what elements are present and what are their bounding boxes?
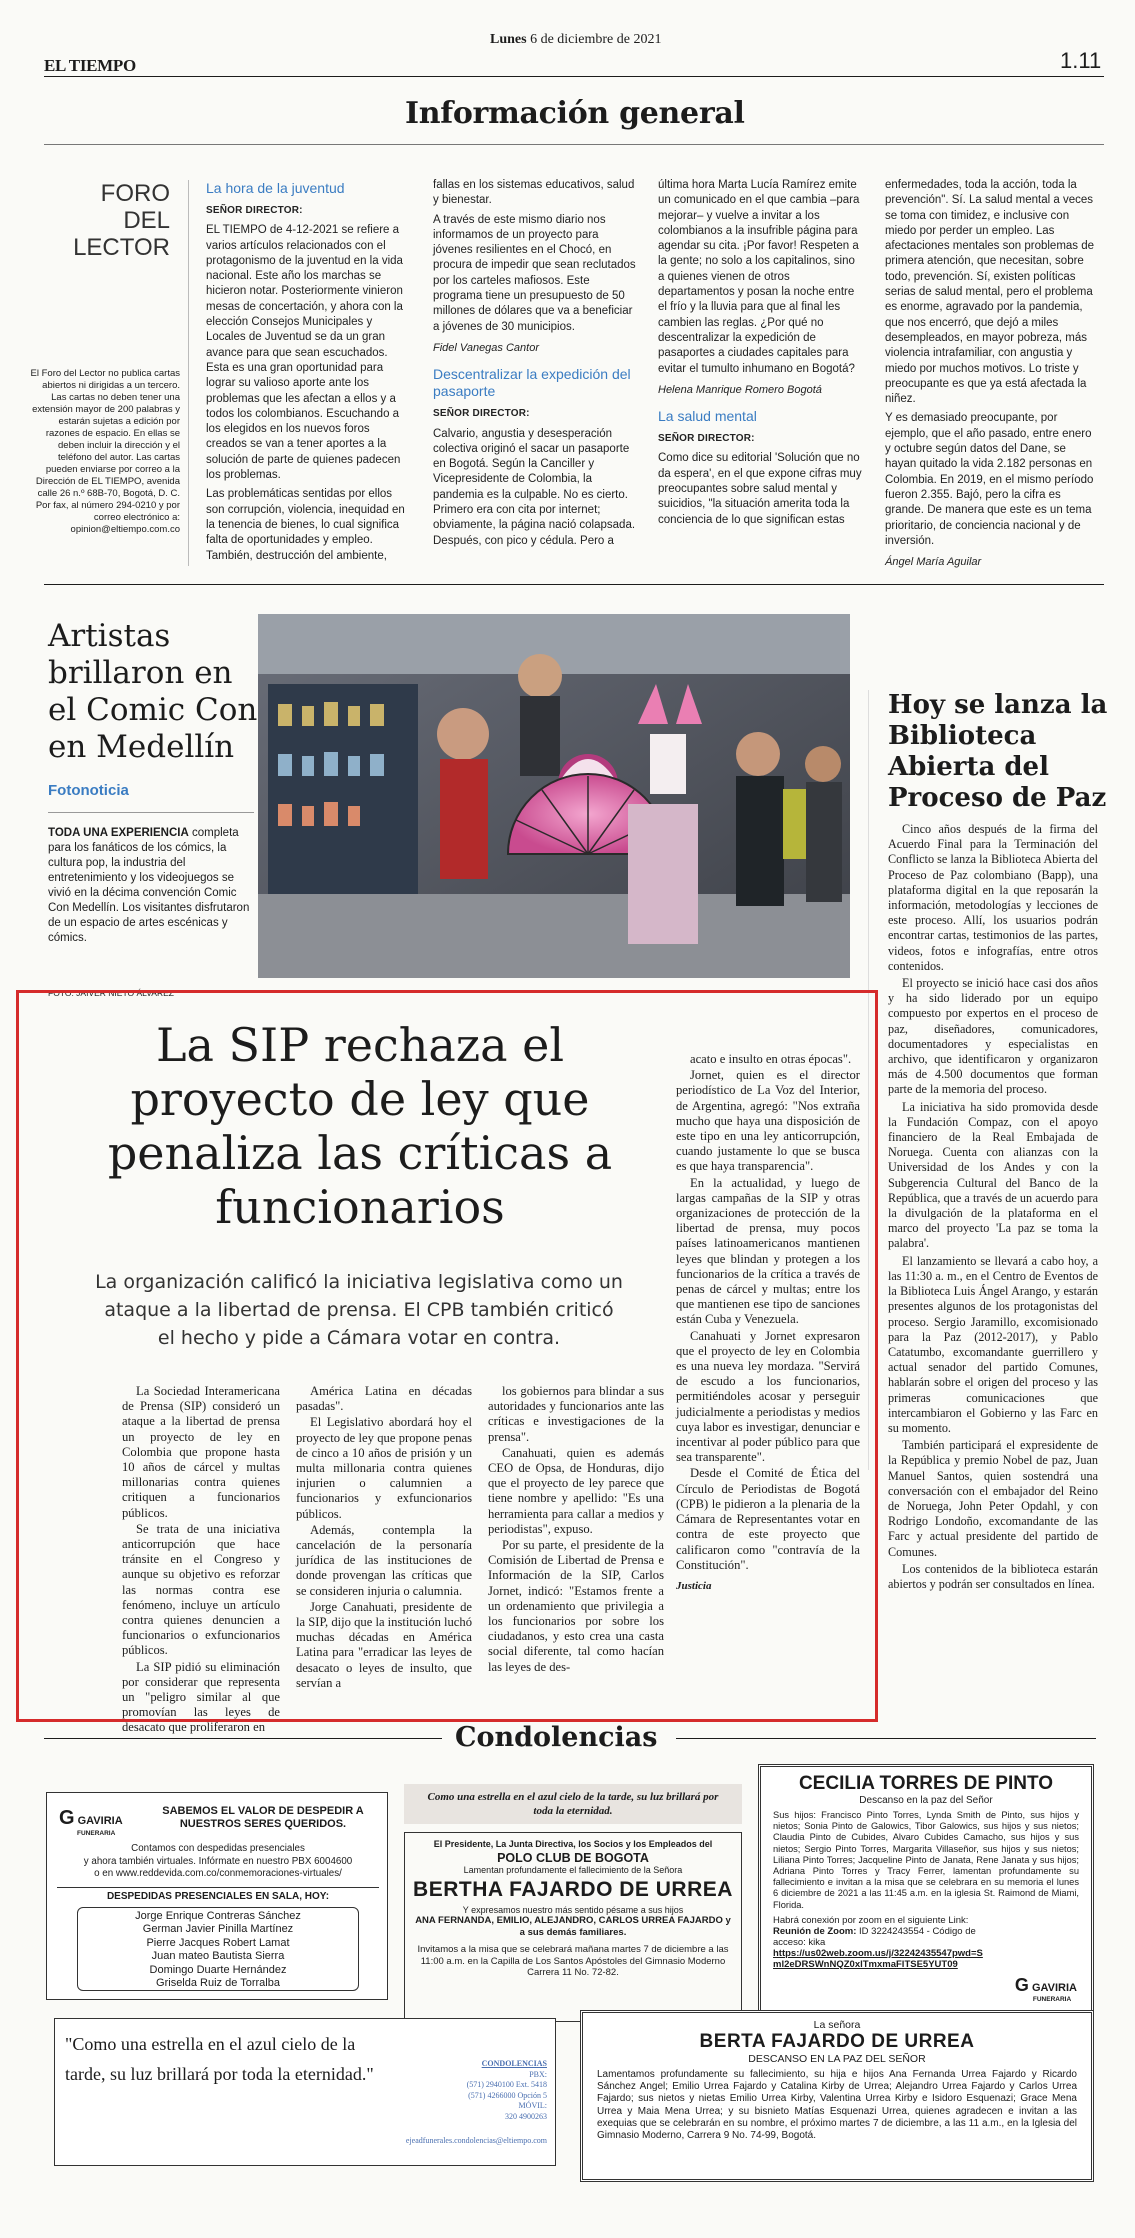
comic-con-photo (258, 614, 850, 978)
cecilia-notice (758, 1764, 1094, 2018)
polo-club-notice (404, 1784, 742, 2022)
gaviria-headline: SABEMOS EL VALOR DE DESPEDIR A NUESTROS SERES QUERIDOS. (162, 1805, 364, 1830)
article-paragraph: Por su parte, el presidente de la Comisión de Libertad de Prensa e Información de la SIP, Carlos Jornet, indicó: "Estamos frente a un ordenamiento que privilegia a los funcionarios por sobre los ciudadanos, y esto crea una casta social diferente, tal como hacían las leyes de des- (488, 1538, 664, 1674)
top-rule (44, 76, 1104, 77)
sip-subheadline: La organización calificó la iniciativa legislativa como un ataque a la libertad de prensa. El CPB también criticó el hecho y pide a Cámara votar en contra. (95, 1271, 623, 1349)
ad-pbx: PBX: (529, 2069, 547, 2079)
berta-name: BERTA FAJARDO DE URREA (699, 2031, 975, 2052)
polo-family: ANA FERNANDA, EMILIO, ALEJANDRO, CARLOS URREA FAJARDO y a sus demás familiares. (415, 1915, 731, 1938)
letter-salud-cont (885, 178, 1097, 580)
gaviria-brand: GAVIRIA (77, 1815, 123, 1827)
photo-caption (48, 826, 258, 946)
cecilia-zoom (773, 1926, 983, 1948)
letter-heading: La hora de la juventud (206, 180, 345, 196)
gaviria-brand-sub: FUNERARIA (77, 1830, 116, 1837)
letter-heading: Descentralizar la expedición del pasaporte (433, 366, 631, 400)
cecilia-link-intro: Habrá conexión por zoom en el siguiente Link: (773, 1914, 969, 1926)
ad-phone: 320 4900263 (505, 2111, 547, 2121)
foro-bottom-rule (44, 584, 1104, 585)
article-paragraph: En la actualidad, y luego de largas campañas de la SIP y otras organizaciones de protección de la libertad de prensa, muy pocos países latinoamericanos mantienen leyes que blindan y protegen a los funcionarios de la crítica a través de penas de cárcel y multas; entre los que mantienen ese tipo de sanciones están Cuba y Venezuela. (676, 1175, 860, 1327)
cond-rule-left (44, 1738, 442, 1739)
berta-notice (580, 2010, 1094, 2182)
polo-club-name: POLO CLUB DE BOGOTA (497, 1851, 649, 1865)
gaviria-name-item: Domingo Duarte Hernández (149, 1963, 287, 1976)
berta-body: Lamentamos profundamente su fallecimiento, su hija e hijos Ana Fernanda Urrea Fajardo y Ricardo Sánchez Angel; Emilio Urrea Fajardo y Catalina Kirby de Urrea; Alejandro Urrea Fajardo y Carlos Urrea Fajardo; sus nietos y nietas Emilio Urrea Kirby, Valentina Urrea Kirby e Isidoro Esquenazi; Grace Mena Urrea y Maia Mena Urrea; y su bisnieto Matías Esquenazi Urrea, quienes agradecen e invitan a las exequias que se celebrarán en su nombre, el próximo martes 7 de diciembre, a las 11 a.m., en la Iglesia del Gimnasio Moderno, Carrera 9 No. 74-99, Bogotá. (597, 2069, 1077, 2142)
foro-title: FORO DEL LECTOR (73, 180, 170, 261)
cecilia-logo (1015, 1975, 1077, 2003)
letter-signature: Ángel María Aguilar (885, 556, 982, 569)
caption-text: completa para los fanáticos de los cómics, la cultura pop, la industria del entretenimiento y los videojuegos se vivió en la décima convención Comic Con Medellín. Los visitantes disfrutaron de un espacio de artes escénicas y cómics. (48, 827, 250, 944)
polo-lament: Lamentan profundamente el fallecimiento de la Señora (463, 1865, 683, 1875)
letter-paragraph: A través de este mismo diario nos informamos de un proyecto para jóvenes resilientes en el Chocó, en procura de impedir que sean reclutados por los carteles mafiosos. Este programa tiene un presupuesto de 50 millones de dólares que va a beneficiar a jóvenes de 30 municipios. (433, 213, 636, 333)
letter-paragraph: fallas en los sistemas educativos, salud y bienestar. (433, 179, 635, 207)
letter-paragraph: última hora Marta Lucía Ramírez emite un comunicado en el que cambia –para mejorar– y vuelve a invitar a los colombianos a la insufrible página para agendar su cita. ¡Por favor! Respeten a la gente; no solo a los capitalinos, sino a quienes vienen de otros departamentos y posan la noche entre el frío y la lluvia para que al final les cambien las reglas. ¿Por qué no descentralizar la expedición de pasaportes a ciudades capitales para evitar el tumulto inhumano en Bogotá? (658, 179, 860, 375)
cond-rule-right (676, 1738, 1096, 1739)
berta-sub: DESCANSO EN LA PAZ DEL SEÑOR (748, 2053, 926, 2065)
caption-rule (48, 812, 254, 813)
condolencias-title: Condolencias (455, 1722, 658, 1753)
article-paragraph: La Sociedad Interamericana de Prensa (SIP) consideró un ataque a la libertad de prensa un proyecto de ley en Colombia que propone hasta 10 años de cárcel y multas millonarias contra quienes critiquen a funcionarios públicos. (122, 1384, 280, 1520)
issue-date (490, 32, 661, 48)
gaviria-name-item: Jorge Enrique Contreras Sánchez (135, 1910, 301, 1922)
cecilia-brand-sub: FUNERARIA (1032, 1996, 1072, 2003)
gaviria-name-item: Griselda Ruiz de Torralba (156, 1977, 280, 1990)
gaviria-g-icon: G (59, 1807, 75, 1829)
section-title: Información general (405, 96, 745, 131)
article-paragraph: Además, contempla la cancelación de la personaría jurídica de las instituciones de donde provengan las críticas que se consideren injuria o calumnia. (296, 1522, 472, 1598)
letter-paragraph: Calvario, angustia y desesperación colectiva originó el sacar un pasaporte en Bogotá. Según la Canciller y Vicepresidente de Colombia, la pandemia es la culpable. No es cierto. Primero era con cita por internet; obviamente, la página nació colapsada. Después, con pico y cédula. Pero a (433, 427, 636, 547)
polo-quote: Como una estrella en el azul cielo de la tarde, su luz brillará por toda la eternidad. (404, 1784, 742, 1824)
article-paragraph: Se trata de una iniciativa anticorrupción que hace tránsite en el Congreso y aunque su objetivo es reforzar las normas contra ese fenómeno, incluye un artículo contra quienes denuncien a funcionarios o exfuncionarios públicos. (122, 1521, 280, 1658)
letter-paragraph: enfermedades, toda la acción, toda la prevención". Sí. La salud mental a veces se toma con timidez, e inclusive con miedo por perder un empleo. Las afectaciones mentales son problemas de primera atención, que necesitan, sobre todo, prevención. Sí, existen políticas serias de salud mental, pero el problema es enorme, agravado por la pandemia, que nos encerró, que dejó a miles desempleados, en mayor pobreza, más violencia intrafamiliar, con angustia y miedo por muchos motivos. Lo triste y preocupante es que ya está afectada la niñez. (885, 179, 1095, 406)
gaviria-name-item: German Javier Pinilla Martínez (142, 1923, 294, 1936)
gaviria-g-icon: G (1014, 1975, 1029, 1995)
letter-salute: SEÑOR DIRECTOR: (206, 205, 303, 216)
article-paragraph: Canahuati y Jornet expresaron que el proyecto de ley en Colombia es una nueva ley mordaza. "Servirá de escudo a los funcionarios, permitiéndoles acosar y perseguir judicialmente a periodistas y medios cuya labor es investigar, denunciar e incentivar al poder público para que sea transparente". (676, 1328, 860, 1465)
article-paragraph: El lanzamiento se llevará a cabo hoy, a las 11:30 a. m., en el Centro de Eventos de la Biblioteca Luis Ángel Arango, y estarán presentes algunos de los protagonistas del proceso. Sergio Jaramillo, excomisionado para la Paz (2012-2017), y Pablo Catatumbo, excomandante guerrillero y actual senador del partido Comunes, hablarán sobre el origen del proceso y las primeras comunicaciones que intercambiaron el Gobierno y las Farc en su momento. (888, 1253, 1098, 1435)
letter-paragraph: Como dice su editorial 'Solución que no da espera', en el que expone cifras muy preocupantes sobre salud mental y suicidios, "la situación amerita toda la conciencia de lo que significan estas (658, 452, 862, 526)
sip-column-3 (488, 1384, 664, 1676)
biblioteca-body (888, 822, 1098, 1594)
gaviria-name-item: Pierre Jacques Robert Lamat (146, 1936, 290, 1949)
gaviria-info (57, 1843, 379, 1881)
letter-salute: SEÑOR DIRECTOR: (658, 433, 755, 445)
letter-pasaporte (433, 178, 638, 553)
photo-credit: FOTO: JAIVER NIETO ÁLVAREZ (48, 988, 174, 998)
polo-deceased-name: BERTHA FAJARDO DE URREA (413, 1878, 733, 1901)
column-divider (188, 180, 189, 566)
article-paragraph: Desde el Comité de Ética del Círculo de Periodistas de Bogotá (CPB) le pidieron a la plenaria de la Cámara de Representantes votar en contra de este proyecto que calificaron como "contravía de la Constitución". (676, 1466, 860, 1572)
cecilia-zoom-link[interactable]: https://us02web.zoom.us/j/32242435547pwd=Sml2eDRSWnNQZ0xlTmxmaFlTSE5YUT09 (773, 1947, 983, 1970)
article-paragraph: La SIP pidió su eliminación por considerar que representa un "peligro similar al que promovían las leyes de desacato que proliferaron en (122, 1659, 280, 1735)
zoom-id: ID 3224243554 - Código de acceso: kika (773, 1925, 976, 1948)
fotonoticia-label: Fotonoticia (48, 782, 129, 799)
article-signature: Justicia (676, 1579, 712, 1592)
article-paragraph: América Latina en décadas pasadas". (296, 1384, 472, 1414)
ad-label: CONDOLENCIAS (481, 2059, 547, 2068)
berta-intro: La señora (813, 2019, 861, 2031)
article-paragraph: El proyecto se inició hace casi dos años y ha sido liderado por un equipo compuesto por expertos en el proceso de paz, diseñadores, comunicadores, documentadores y especialistas en archivo, que identificaron y organizaron más de 4.500 documentos que forman parte de la memoria del proceso. (888, 976, 1098, 1097)
biblioteca-headline: Hoy se lanza la Biblioteca Abierta del Proceso de Paz (888, 690, 1108, 813)
gaviria-logo (59, 1807, 129, 1837)
letter-signature: Helena Manrique Romero Bogotá (658, 383, 822, 396)
cecilia-sub: Descanso en la paz del Señor (859, 1795, 993, 1806)
article-paragraph: Jorge Canahuati, presidente de la SIP, dijo que la institución luchó muchas décadas en América Latina para "erradicar las leyes de desacato o leyes de insulto, que servían a (296, 1599, 472, 1690)
cecilia-name: CECILIA TORRES DE PINTO (798, 1773, 1054, 1794)
letter-paragraph: Las problemáticas sentidas por ellos son corrupción, violencia, inequidad en la tenencia de bienes, lo cual significa falta de oportunidades y empleo. También, destrucción del ambiente, (206, 488, 405, 562)
section-rule (44, 144, 1104, 145)
polo-body (404, 1832, 742, 2022)
article-paragraph: También participará el expresidente de la República y premio Nobel de paz, Juan Manuel Santos, quien sostendrá una conversación con el embajador del Reino de Noruega, John Peter Opdahl, y con Rodrigo Londoño, excomandante de las Farc y actual presidente del partido de Comunes. (888, 1438, 1098, 1559)
artistas-headline: Artistas brillaron en el Comic Con en Medellín (48, 618, 258, 765)
sip-column-1 (122, 1384, 280, 1737)
gaviria-line: Contamos con despedidas presenciales (131, 1843, 305, 1854)
sip-column-2 (296, 1384, 472, 1692)
newspaper-brand: EL TIEMPO (44, 56, 136, 75)
article-paragraph: Canahuati, quien es además CEO de Opsa, de Honduras, dijo que el proyecto de ley parece que tiene nombre y apellido: "Es una herramienta para callar a medios y periodistas", expuso. (488, 1445, 664, 1536)
date-day: Lunes (490, 32, 527, 47)
ad-contact (387, 2059, 547, 2147)
gaviria-ad (46, 1792, 388, 2000)
ad-phone: (571) 2940100 Ext. 5418 (466, 2080, 547, 2089)
gaviria-name-item: Juan mateo Bautista Sierra (151, 1950, 285, 1963)
letter-signature: Fidel Vanegas Cantor (433, 341, 539, 354)
sip-headline: La SIP rechaza el proyecto de ley que penaliza las críticas a funcionarios (107, 1018, 613, 1234)
caption-lead: TODA UNA EXPERIENCIA (48, 827, 189, 839)
article-paragraph: El Legislativo abordará hoy el proyecto de ley que propone penas de cinco a 10 años de prisión y un multa millonaria contra quienes injurien o calumnien a funcionarios y exfuncionarios públicos. (296, 1415, 472, 1521)
ad-phone: (571) 4266000 Opción 5 (468, 2090, 547, 2100)
article-paragraph: los gobiernos para blindar a sus autoridades y funcionarios ante las críticas e investigaciones de la prensa". (488, 1384, 664, 1444)
letter-heading: La salud mental (658, 408, 757, 425)
article-paragraph: La iniciativa ha sido promovida desde la Fundación Compaz, con el apoyo financiero de la Real Embajada de Noruega. Cuenta con alianzas con la Universidad de los Andes y con la Subgerencia Cultural del Banco de la República, que a través de un acuerdo para la divulgación de la plataforma en el marco del proyecto 'La paz se toma la palabra'. (888, 1099, 1098, 1251)
polo-intro: El Presidente, La Junta Directiva, los Socios y los Empleados del (433, 1839, 713, 1849)
zoom-label: Reunión de Zoom: (773, 1925, 857, 1937)
polo-express: Y expresamos nuestro más sentido pésame a sus hijos (462, 1905, 684, 1915)
cecilia-brand: GAVIRIA (1031, 1982, 1077, 1994)
comic-con-photo-illustration (258, 614, 850, 978)
letter-salute: SEÑOR DIRECTOR: (433, 408, 530, 420)
gaviria-line: y ahora también virtuales. Infórmate en nuestro PBX 6004600 (83, 1855, 353, 1867)
article-paragraph: acato e insulto en otras épocas". (690, 1052, 852, 1066)
cecilia-body: Sus hijos: Francisco Pinto Torres, Lynda Smith de Pinto, sus hijos y nietos; Sonia Pinto de Galowics, Tibor Galowics, sus hijos y sus nietos; Claudia Pinto de Cubides, Alvaro Cubides Camacho, sus hijos y sus nietos; Sergio Pinto Torres, Margarita Villaseñor, sus hijos y sus nietos; Liliana Pinto Torres; Jacqueline Pinto de Janata, Rene Janata y sus hijos; Adriana Pinto Torres y Tracy Ferrer, lamentan profundamente su fallecimiento e invitan a la misa que se celebrara en su memoria el lunes 6 diciembre de 2021 a las 11:45 a.m. en la iglesia St. Raimond de Miami, Florida. (773, 1810, 1079, 1910)
ad-movil: MÓVIL: (518, 2101, 547, 2110)
letter-salud (658, 178, 863, 532)
date-rest: 6 de diciembre de 2021 (530, 32, 662, 47)
letter-juventud (206, 178, 411, 568)
article-paragraph: Cinco años después de la firma del Acuerdo Final para la Terminación del Conflicto se lanza la Biblioteca Abierta del Proceso de Paz colombiano (Bapp), una plataforma digital en la que reposarán la información, metodologías y lecciones de este proceso. Allí, los usuarios podrán encontrar cartas, testimonios de las partes, videos, fotos e infografías, entre otros contenidos. (888, 822, 1098, 973)
gaviria-line: o en www.reddevida.com.co/conmemoraciones-virtuales/ (94, 1868, 342, 1879)
foro-note: El Foro del Lector no publica cartas abiertos ni dirigidas a un tercero. Las cartas no deben tener una extensión mayor de 200 palabras y estarán sujetas a edición por razones de espacio. En ellas se deben incluir la dirección y el teléfono del autor. Las cartas pueden enviarse por correo a la Dirección de EL TIEMPO, avenida calle 26 n.º 68B-70, Bogotá, D. C. Por fax, al número 294-0210 y por correo electrónico a: opinion@eltiempo.com.co (30, 368, 180, 535)
article-paragraph: Los contenidos de la biblioteca estarán abiertos y podrán ser consultados en línea. (888, 1561, 1098, 1591)
letter-paragraph: Y es demasiado preocupante, por ejemplo, que el año pasado, entre enero y octubre según datos del Dane, se hayan quitado la vida 2.182 personas en Colombia. En 2019, en el mismo período fueron 2.355. Bajó, pero la cifra es grande. De manera que este es un tema prioritario, de conciencia nacional y de inversión. (885, 412, 1094, 547)
letter-paragraph: EL TIEMPO de 4-12-2021 se refiere a varios artículos relacionados con el protagonismo de la juventud en la vida nacional. Este año los marchas se hicieron notar. Posteriormente vinieron mesas de concertación, y ahora con la elección Consejos Municipales y Locales de Juventud se da un gran avance para que sean escuchados. Esta es una gran oportunidad para lograr su valioso aporte ante los problemas que les afectan a ellos y a todos los colombianos. Escuchando a los elegidos en los nuevos foros creados se van a tener aportes a la solución de parte de quienes padecen los problemas. (206, 224, 403, 482)
page-number: 1.11 (1060, 48, 1102, 73)
article-paragraph: Jornet, quien es el director periodístico de La Voz del Interior, de Argentina, agregó: "Nos extraña mucho que haya una disposición de este tipo en una ley anticorrupción, cuando justamente lo que se busca es que haya transparencia". (676, 1068, 860, 1174)
polo-invite: Invitamos a la misa que se celebrará mañana martes 7 de diciembre a las 11:00 a.m. en la Capilla de Los Santos Apóstoles del Gimnasio Moderno Carrera 11 No. 72-82. (417, 1944, 729, 1978)
gaviria-sala-heading: DESPEDIDAS PRESENCIALES EN SALA, HOY: (57, 1887, 379, 1902)
gaviria-names-list (77, 1907, 359, 1991)
sip-column-4 (676, 1052, 860, 1595)
condolencias-contact-ad (54, 2018, 556, 2166)
ad-email: ejeadfunerales.condolencias@eltiempo.com (405, 2136, 547, 2145)
ad-quote: "Como una estrella en el azul cielo de la tarde, su luz brillará por toda la eternidad." (65, 2034, 374, 2084)
